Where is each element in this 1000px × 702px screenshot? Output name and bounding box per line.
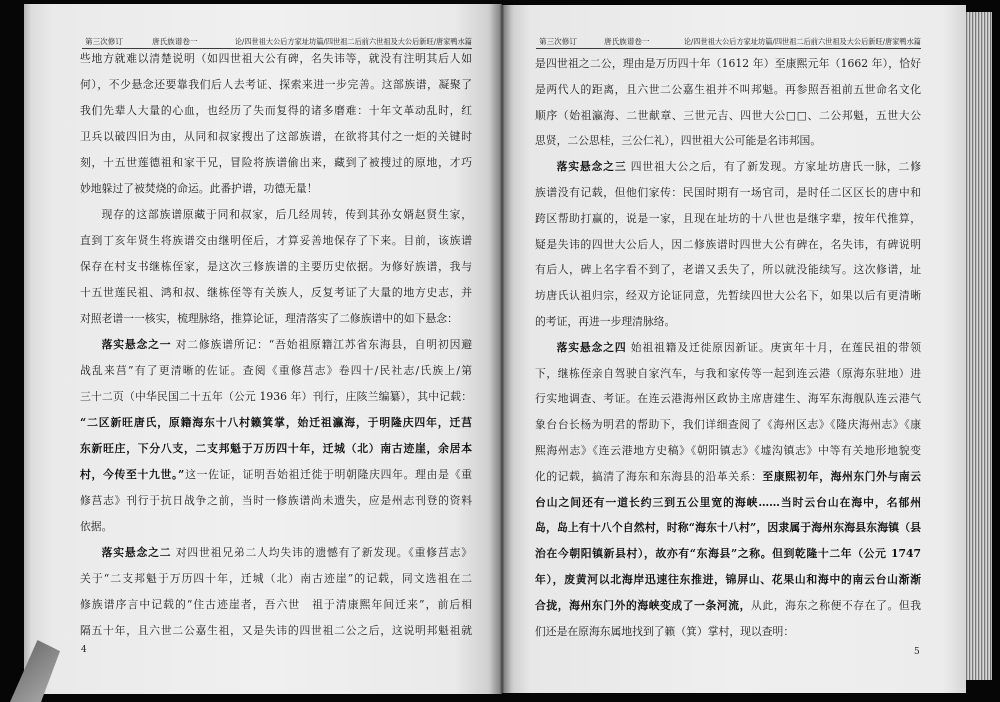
text-segment: 妙地躲过了被焚烧的命运。此番护谱，功德无量！ [80,182,318,195]
emphasized-text: 台山之间还有一道长约三到五公里宽的海峡……当时云台山在海中，名郁州 [535,495,921,509]
page-header [536,36,921,49]
emphasized-text: 治在今朝阳镇新县村），故亦有“东海县”之称。但到乾隆十二年（公元 1747 [535,547,921,561]
text-line [80,410,472,436]
emphasized-text: 落实悬念之一 [101,338,172,351]
text-line [80,202,472,228]
text-segment: 行实地调查、考证。在连云港海州区政协主席唐建生、海军东海舰队连云港气 [535,392,921,406]
text-line [80,306,472,332]
text-segment: 顺序（始祖瀛海、二世献章、三世元吉、四世大公□□、二公邦魁，五世大公 [535,108,921,122]
text-line [80,566,472,592]
text-line [535,232,921,258]
edition-label: 第三次修订 [85,37,123,46]
text-line [535,619,921,645]
page-edges [966,12,992,680]
text-line [535,412,921,438]
text-line [535,386,921,412]
text-segment: 四世祖大公之后，有了新发现。方家址坊唐氏一脉，二修 [626,160,921,174]
text-segment: 修莒志》刊行于抗日战争之前，当时一修族谱尚未遗失，应是州志刊登的资料 [80,494,472,507]
text-line [80,462,472,488]
text-segment: 思贤，二公思桂，三公仁礼），四世祖大公可能是名讳邦国。 [535,134,822,148]
text-line [535,180,921,206]
body-text [80,46,472,644]
text-line [535,77,921,103]
text-line [80,150,472,176]
text-line [535,128,921,154]
text-line [80,254,472,280]
text-line [535,206,921,232]
text-segment: 战乱来莒”有了更清晰的佐证。查阅《重修莒志》卷四十/民社志/氏族上/第 [80,364,472,377]
text-line [80,98,472,124]
text-line [535,567,921,593]
book-gutter [490,4,514,694]
emphasized-text: 东新旺庄，下分八支，二支邦魁于万历四十年，迁城（北）南古迹崖，余居本 [80,442,472,455]
section-title: 论/四世祖大公后方家址坊篇/四世祖二后前六世祖及大公后新旺/唐家鸭水篇 [683,37,921,46]
text-line [80,124,472,150]
text-line [80,384,472,410]
emphasized-text: 合拢，海州东门外的海峡变成了一条河流， [535,598,752,612]
emphasized-text: 落实悬念之四 [556,340,627,354]
text-segment: 下，继栋侄亲自驾驶自家汽车，与我和家传等一起到连云港（原海东驻地）进 [535,366,921,380]
text-segment: 是四世祖之二公，理由是万历四十年（1612 年）至康熙元年（1662 年），恰好 [535,57,921,70]
emphasized-text: 岛，岛上有十八个自然村，时称“海东十八村”，因隶属于海州东海县东海镇（县 [535,521,921,535]
text-segment: 疑是失讳的四世大公后人，因二修族谱时四世大公有碑在，名失讳，有碑说明 [535,237,921,251]
text-line [535,309,921,335]
page-number: 4 [81,645,87,655]
text-segment: 这一佐证，证明吾始祖迁徙于明朝隆庆四年。理由是《重 [184,468,472,481]
text-line [535,283,921,309]
text-segment: 有后人，碑上名字看不到了，老谱又丢失了，所以就没能续写。这次修谱，址 [535,263,921,277]
text-segment: 对照老谱一一核实，梳理脉络，推算论证，理清落实了二修族谱中的如下悬念： [80,312,458,325]
page-number: 5 [914,647,920,657]
emphasized-text: 至康熙初年，海州东门外与南云 [762,469,921,483]
emphasized-text: 落实悬念之二 [101,546,172,559]
emphasized-text: “二区新旺唐氏，原籍海东十八村籁箕掌，始迁祖瀛海，于明隆庆四年，迁莒 [80,416,472,429]
text-line [535,490,921,516]
text-line [80,72,472,98]
text-segment: 修族谱序言中记载的“住古迹崖者，吾六世 祖于清康熙年间迁来”，前后相 [80,598,472,611]
text-line [80,488,472,514]
volume-title: 唐氏族谱卷一 [604,37,650,46]
text-segment: 三十二页（中华民国二十五年（公元 1936 年）刊行，庄陔兰编纂），其中记载： [80,390,472,403]
text-segment: 从此，海东之称便不存在了。但我 [751,598,921,612]
emphasized-text: 年），废黄河以北海岸迅速往东推进，锦屏山、花果山和海中的南云台山渐渐 [535,572,921,586]
text-segment: 熙海州志》《连云港地方史稿》《朝阳镇志》《墟沟镇志》中等有关地形地貌变 [535,443,921,457]
text-segment: 我们先辈人大量的心血，也经历了失而复得的诸多磨难：十年文革动乱时，红 [80,104,472,117]
text-segment: 十五世莲民祖、鸿和叔、继栋侄等有关族人，反复考证了大量的地方史志，并 [80,286,472,299]
text-line [80,228,472,254]
text-line [80,592,472,618]
text-line [535,154,921,180]
text-line [80,514,472,540]
text-line [80,280,472,306]
text-line [535,361,921,387]
text-segment: 依据。 [80,520,113,533]
text-line [80,540,472,566]
text-line [535,541,921,567]
text-segment: 的考证，再进一步理清脉络。 [535,314,676,328]
text-segment: 卫兵以破四旧为由，从同和叔家搜出了这部族谱，在欲将其付之一炬的关键时 [80,130,472,143]
text-line [80,358,472,384]
text-line [80,332,472,358]
text-segment: 关于“二支邦魁于万历四十年，迁城（北）南古迹崖”的记载，同文选祖在二 [80,572,472,585]
text-segment: 对四世祖兄弟二人均失讳的遗憾有了新发现。《重修莒志》 [171,546,472,559]
text-segment: 象台台长杨为明君的帮助下，我们详细查阅了《海州区志》《隆庆海州志》《康 [535,418,921,432]
text-line [535,335,921,361]
text-line [535,515,921,541]
text-segment: 保存在村支书继栋侄家，是这次三修族谱的主要历史依据。为修好族谱，我与 [80,260,472,273]
text-segment: 对二修族谱所记：“吾始祖原籍江苏省东海县，自明初因避 [171,338,472,351]
body-text [535,51,921,644]
section-title: 论/四世祖大公后方家址坊篇/四世祖二后前六世祖及大公后新旺/唐家鸭水篇 [234,37,472,46]
text-line [535,51,921,77]
edition-label: 第三次修订 [539,37,577,46]
emphasized-text: 落实悬念之三 [556,160,627,174]
text-line [80,618,472,644]
text-line [80,46,472,72]
text-line [535,438,921,464]
text-segment: 们还是在原海东属地找到了籁（箕）掌村，现以查明： [535,624,795,638]
emphasized-text: 村，今传至十九世。” [80,468,185,481]
text-line [80,176,472,202]
text-segment: 坊唐氏认祖归宗，经双方论证同意，先暂续四世大公名下，如果以后有更清晰 [535,289,921,303]
text-line [535,464,921,490]
text-segment: 是两代人的距离，且六世二公嘉生祖并不叫邦魁。再参照吾祖前五世命名文化 [535,82,921,96]
text-segment: 现存的这部族谱原藏于同和叔家，后几经周转，传到其孙女婿赵贤生家， [101,208,472,221]
text-segment: 隔五十年，且六世二公嘉生祖，又是失讳的四世祖二公之后，这说明邦魁祖就 [80,624,472,637]
text-line [535,103,921,129]
text-line [80,436,472,462]
text-segment: 直到丁亥年贤生将族谱交由继明侄后，才算妥善地保存了下来。目前，该族谱 [80,234,472,247]
text-segment: 跨区帮助打赢的，说是一家，且现在址坊的十八世也是继字辈，按年代推算， [535,211,921,225]
text-segment: 始祖祖籍及迁徙原因新证。庚寅年十月，在莲民祖的带领 [626,340,921,354]
text-line [535,257,921,283]
text-segment: 族谱没有记载，但他们家传：民国时期有一场官司，是时任二区区长的唐中和 [535,185,921,199]
text-segment: 些地方就难以清楚说明（如四世祖大公有碑，名失讳等，就没有注明其后人如 [80,52,472,65]
text-segment: 化的记载，搞清了海东和东海县的沿革关系： [535,469,763,483]
text-line [535,593,921,619]
text-segment: 何），不少悬念还要靠我们后人去考证、探索来进一步完善。这部族谱，凝聚了 [80,78,472,91]
text-segment: 刻，十五世莲德祖和家干兄，冒险将族谱偷出来，藏到了被搜过的原地，才巧 [80,156,472,169]
volume-title: 唐氏族谱卷一 [152,37,198,46]
